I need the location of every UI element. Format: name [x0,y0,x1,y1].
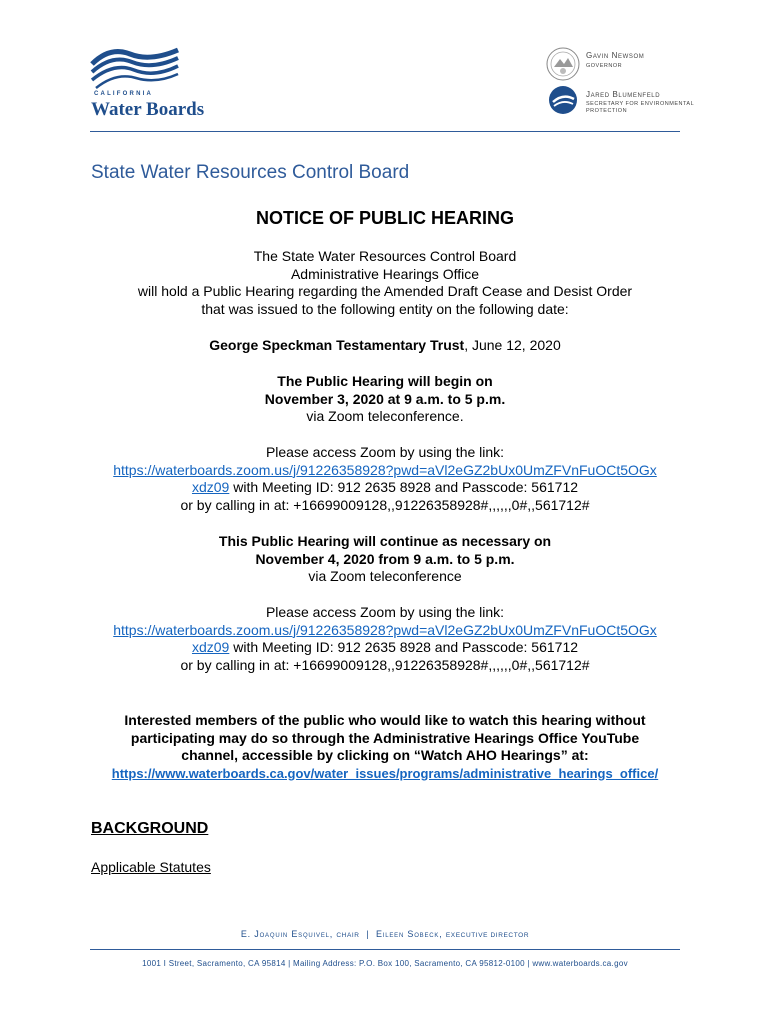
footer-separator: | [366,929,370,939]
secretary-name: Jared Blumenfeld [586,90,661,99]
hearing2-access [0,604,770,674]
public-notice-line: Interested members of the public who would like to watch this hearing without [124,712,646,728]
intro-line: will hold a Public Hearing regarding the Amended Draft Cease and Desist Order [137,283,633,299]
entity-name: George Speckman Testamentary Trust [209,337,465,353]
intro-line: that was issued to the following entity on the following date: [201,300,569,317]
hearing1-phone: or by calling in at: +16699009128,,91226358928#,,,,,,0#,,561712# [180,496,590,513]
entity-date: , June 12, 2020 [464,337,561,353]
intro-block [0,248,770,318]
governor-name: Gavin Newsom [586,51,645,60]
hearing2-line3: via Zoom teleconference [308,568,462,584]
hearing2-zoom-link-cont[interactable]: xdz09 [191,639,230,655]
hearing1-meeting-info: with Meeting ID: 912 2635 8928 and Passcode: 561712 [229,479,579,495]
footer-names: E. Joaquin Esquivel, CHAIR | Eileen Sobeck, EXECUTIVE DIRECTOR [240,929,530,939]
hearing2-schedule [0,533,770,586]
director-title: EXECUTIVE DIRECTOR [445,932,530,939]
hearing2-zoom-link[interactable]: https://waterboards.zoom.us/j/91226358928?pwd=aVl2eGZ2bUx0UmZFVnFuOCt5OGx [113,621,657,638]
hearing2-line2: November 4, 2020 from 9 a.m. to 5 p.m. [255,550,515,567]
hearing2-line1: This Public Hearing will continue as necessary on [218,533,552,549]
applicable-statutes-heading: Applicable Statutes [91,859,211,875]
governor-title: GOVERNOR [586,63,623,69]
hearing1-line1: The Public Hearing will begin on [277,373,493,389]
public-notice-line: channel, accessible by clicking on “Watch AHO Hearings” at: [181,747,589,763]
header-divider [90,131,680,132]
secretary-title: SECRETARY FOR ENVIRONMENTAL PROTECTION [586,101,694,114]
hearing1-access [0,444,770,514]
footer-divider [90,949,680,950]
hearing2-access-text: Please access Zoom by using the link: [265,604,505,620]
background-heading: BACKGROUND [91,820,209,837]
hearing1-zoom-link[interactable]: https://waterboards.zoom.us/j/91226358928?pwd=aVl2eGZ2bUx0UmZFVnFuOCt5OGx [113,461,657,478]
chair-title: CHAIR [336,932,360,939]
director-name: Eileen Sobeck [375,929,440,939]
hearing1-schedule [0,373,770,426]
public-notice-line: participating may do so through the Administrative Hearings Office YouTube [130,729,640,746]
hearing2-meeting-info: with Meeting ID: 912 2635 8928 and Passcode: 561712 [229,639,579,655]
hearing2-phone: or by calling in at: +16699009128,,91226358928#,,,,,,0#,,561712# [180,656,590,673]
notice-title: NOTICE OF PUBLIC HEARING [255,208,514,228]
chair-name: E. Joaquin Esquivel [240,929,330,939]
board-title: State Water Resources Control Board [91,162,410,183]
entity-line [0,337,770,355]
calepa-logo-icon [548,85,578,115]
hearing1-zoom-link-cont[interactable]: xdz09 [191,479,230,495]
hearing1-line2: November 3, 2020 at 9 a.m. to 5 p.m. [264,390,506,407]
footer-address: 1001 I Street, Sacramento, CA 95814 | Mailing Address: P.O. Box 100, Sacramento, CA 95812-0100 | www.waterboards.ca.gov [142,959,628,968]
intro-line: The State Water Resources Control Board [253,248,517,264]
water-boards-logo-icon [90,44,180,90]
intro-line: Administrative Hearings Office [290,265,480,282]
state-seal-icon [546,47,580,81]
hearing1-line3: via Zoom teleconference. [306,408,464,424]
logo-caption: CALIFORNIA [94,91,153,97]
logo-name: Water Boards [91,99,205,120]
public-watch-notice [60,712,710,782]
hearing1-access-text: Please access Zoom by using the link: [265,444,505,460]
aho-youtube-link[interactable]: https://www.waterboards.ca.gov/water_issues/programs/administrative_hearings_office/ [111,765,659,781]
